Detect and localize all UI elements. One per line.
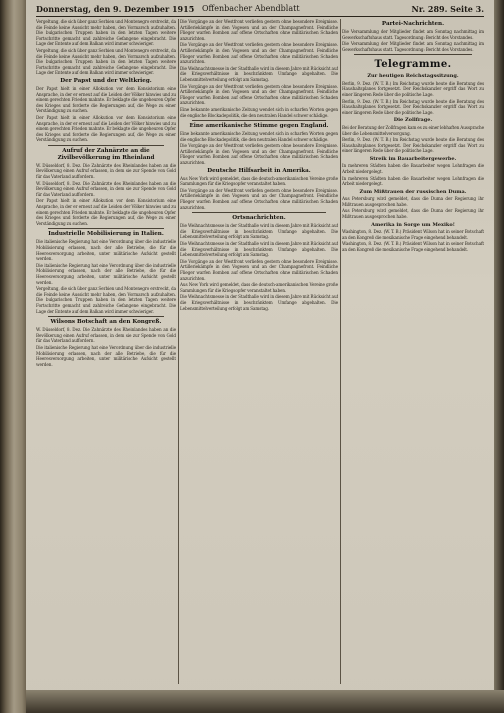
article-text: Berlin, 9. Dez. (W. T. B.) Im Reichstag wurde heute die Beratung des Haushaltsplanes fortgesetzt. Der Reichskanzler ergriff das Wort zu einer längeren Rede über die politische Lage.: [342, 137, 484, 154]
article-text: Washington, 8. Dez. (W. T. B.) Präsident Wilson hat in seiner Botschaft an den Kongreß die mexikanische Frage eingehend behandelt.: [342, 241, 484, 252]
article-headline: Der Papst und der Weltkrieg.: [60, 77, 152, 84]
article-text: Die Vorgänge an der Westfront verliefen gestern ohne besondere Ereignisse. Artilleriekämpfe in den Vogesen und an der Champagnefront. Feindliche Flieger warfen Bomben auf offene Ortschaften ohne militärischen Schaden anzurichten.: [180, 42, 338, 65]
article-text: W. Düsseldorf, 8. Dez. Die Zahnärzte des Rheinlandes haben an die Bevölkerung einen Aufruf erlassen, in dem sie zur Spende von Gold für das Vaterland auffordern.: [36, 180, 176, 197]
article-headline: Streik im Bauarbeitergewerbe.: [369, 155, 457, 162]
article-text: Die italienische Regierung hat eine Verordnung über die industrielle Mobilisierung erlassen, nach der alle Betriebe, die für die Heeresversorgung arbeiten, unter militärische Aufsicht gestellt werden.: [36, 262, 176, 285]
article-text: In mehreren Städten haben die Bauarbeiter wegen Lohnfragen die Arbeit niedergelegt.: [342, 175, 484, 187]
column-2: [180, 19, 338, 687]
article-text: Aus New York wird gemeldet, dass die deutsch-amerikanischen Vereine große Sammlungen für die Kriegsopfer veranstaltet haben.: [180, 175, 338, 187]
section-rule: [48, 316, 164, 317]
section-rule: [48, 145, 164, 146]
article-text: Berlin, 9. Dez. (W. T. B.) Im Reichstag wurde heute die Beratung des Haushaltsplanes fortgesetzt. Der Reichskanzler ergriff das Wort zu einer längeren Rede über die politische Lage.: [342, 98, 484, 115]
article-headline: Zur heutigen Reichstagssitzung.: [367, 73, 459, 80]
article-text: Die Versammlung der Mitglieder findet am Sonntag nachmittag im Gewerkschaftshaus statt. Tagesordnung: Bericht des Vorstandes.: [342, 29, 484, 40]
book-binding-edge: [0, 0, 28, 713]
section-rule: [192, 120, 326, 121]
article-text: Aus New York wird gemeldet, dass die deutsch-amerikanischen Vereine große Sammlungen für die Kriegsopfer veranstaltet haben.: [180, 282, 338, 293]
article-text: Eine bekannte amerikanische Zeitung wendet sich in scharfen Worten gegen die englische Blockadepolitik, die den neutralen Handel schwer schädige.: [180, 106, 338, 118]
article-text: Die Vorgänge an der Westfront verliefen gestern ohne besondere Ereignisse. Artilleriekämpfe in den Vogesen und an der Champagnefront. Feindliche Flieger warfen Bomben auf offene Ortschaften ohne militärischen Schaden anzurichten.: [180, 187, 338, 210]
page-bottom-edge: [26, 690, 504, 713]
article-headline: Eine amerikanische Stimme gegen England.: [189, 123, 329, 130]
article-headline: Die Zollfrage.: [393, 117, 433, 124]
page-right-edge: [494, 0, 504, 713]
article-text: Washington, 8. Dez. (W. T. B.) Präsident Wilson hat in seiner Botschaft an den Kongreß die mexikanische Frage eingehend behandelt.: [342, 229, 484, 240]
article-headline: Ortsnachrichten.: [232, 215, 286, 222]
article-headline: Zum Mißtrauen der russischen Duma.: [359, 188, 467, 195]
article-text: In mehreren Städten haben die Bauarbeiter wegen Lohnfragen die Arbeit niedergelegt.: [342, 163, 484, 174]
section-headline: Partei-Nachrichten.: [381, 21, 445, 27]
article-headline: Deutsche Hilfsarbeit in Amerika.: [207, 167, 311, 174]
masthead-issue: Nr. 289. Seite 3.: [411, 4, 484, 14]
article-text: Die Versammlung der Mitglieder findet am Sonntag nachmittag im Gewerkschaftshaus statt. Tagesordnung: Bericht des Vorstandes.: [342, 41, 484, 52]
article-headline: Industrielle Mobilisierung in Italien.: [48, 231, 164, 238]
article-text: Die Weihnachtsmesse in der Stadthalle wird in diesem Jahre mit Rücksicht auf die Kriegsverhältnisse in beschränktem Umfange abgehalten. Die Lebensmittelverteilung erfolgt am Samstag.: [180, 241, 338, 258]
article-text: Bei der Beratung der Zollfragen kam es zu einer lebhaften Aussprache über die Lebensmittelversorgung.: [342, 124, 484, 136]
masthead-rule: [36, 16, 484, 17]
article-text: Die Vorgänge an der Westfront verliefen gestern ohne besondere Ereignisse. Artilleriekämpfe in den Vogesen und an der Champagnefront. Feindliche Flieger warfen Bomben auf offene Ortschaften ohne militärischen Schaden anzurichten.: [180, 83, 338, 106]
masthead-date: Donnerstag, den 9. Dezember 1915: [36, 4, 195, 14]
article-text: Der Papst hielt in einer Allokution vor dem Konsistorium eine Ansprache, in der er erneut auf die Leiden der Völker hinwies und zu einem gerechten Frieden mahnte. Er beklagte die ungeheuren Opfer des Krieges und forderte die Regierungen auf, die Wege zu einer Verständigung zu suchen.: [36, 85, 176, 114]
column-1: [36, 19, 176, 687]
section-rule: [354, 54, 472, 55]
article-text: Vergeltung, die sich über ganz Serbien und Montenegro erstreckt, da die Feinde keine Aussicht mehr haben, den Vormarsch aufzuhalten. Die bulgarischen Truppen haben in den letzten Tagen weitere Fortschritte gemacht und zahlreiche Gefangene eingebracht. Die Lage der Entente auf dem Balkan wird immer schwieriger.: [36, 286, 176, 314]
article-text: W. Düsseldorf, 8. Dez. Die Zahnärzte des Rheinlandes haben an die Bevölkerung einen Aufruf erlassen, in dem sie zur Spende von Gold für das Vaterland auffordern.: [36, 327, 176, 344]
section-rule: [192, 212, 326, 213]
article-text: Aus Petersburg wird gemeldet, dass die Duma der Regierung ihr Mißtrauen ausgesprochen habe.: [342, 208, 484, 220]
article-text: Die italienische Regierung hat eine Verordnung über die industrielle Mobilisierung erlassen, nach der alle Betriebe, die für die Heeresversorgung arbeiten, unter militärische Aufsicht gestellt werden.: [36, 344, 176, 367]
section-headline-telegrams: Telegramme.: [374, 59, 452, 71]
article-text: Die Weihnachtsmesse in der Stadthalle wird in diesem Jahre mit Rücksicht auf die Kriegsverhältnisse in beschränktem Umfange abgehalten. Die Lebensmittelverteilung erfolgt am Samstag.: [180, 223, 338, 240]
article-text: Aus Petersburg wird gemeldet, dass die Duma der Regierung ihr Mißtrauen ausgesprochen habe.: [342, 196, 484, 207]
article-headline: Amerika in Sorge um Mexiko!: [371, 221, 455, 228]
masthead: [36, 3, 484, 17]
article-text: Die Vorgänge an der Westfront verliefen gestern ohne besondere Ereignisse. Artilleriekämpfe in den Vogesen und an der Champagnefront. Feindliche Flieger warfen Bomben auf offene Ortschaften ohne militärischen Schaden anzurichten.: [180, 143, 338, 166]
article-text: Vergeltung, die sich über ganz Serbien und Montenegro erstreckt, da die Feinde keine Aussicht mehr haben, den Vormarsch aufzuhalten. Die bulgarischen Truppen haben in den letzten Tagen weitere Fortschritte gemacht und zahlreiche Gefangene eingebracht. Die Lage der Entente auf dem Balkan wird immer schwieriger.: [36, 19, 176, 47]
masthead-paper-name: Offenbacher Abendblatt: [202, 4, 300, 13]
article-text: Die Vorgänge an der Westfront verliefen gestern ohne besondere Ereignisse. Artilleriekämpfe in den Vogesen und an der Champagnefront. Feindliche Flieger warfen Bomben auf offene Ortschaften ohne militärischen Schaden anzurichten.: [180, 258, 338, 281]
article-text: W. Düsseldorf, 8. Dez. Die Zahnärzte des Rheinlandes haben an die Bevölkerung einen Aufruf erlassen, in dem sie zur Spende von Gold für das Vaterland auffordern.: [36, 162, 176, 180]
article-text: Der Papst hielt in einer Allokution vor dem Konsistorium eine Ansprache, in der er erneut auf die Leiden der Völker hinwies und zu einem gerechten Frieden mahnte. Er beklagte die ungeheuren Opfer des Krieges und forderte die Regierungen auf, die Wege zu einer Verständigung zu suchen.: [36, 114, 176, 143]
article-text: Berlin, 9. Dez. (W. T. B.) Im Reichstag wurde heute die Beratung des Haushaltsplanes fortgesetzt. Der Reichskanzler ergriff das Wort zu einer längeren Rede über die politische Lage.: [342, 80, 484, 98]
article-text: Die italienische Regierung hat eine Verordnung über die industrielle Mobilisierung erlassen, nach der alle Betriebe, die für die Heeresversorgung arbeiten, unter militärische Aufsicht gestellt werden.: [36, 239, 176, 262]
section-rule: [48, 228, 164, 229]
article-text: Die Weihnachtsmesse in der Stadthalle wird in diesem Jahre mit Rücksicht auf die Kriegsverhältnisse in beschränktem Umfange abgehalten. Die Lebensmittelverteilung erfolgt am Samstag.: [180, 294, 338, 311]
article-text: Vergeltung, die sich über ganz Serbien und Montenegro erstreckt, da die Feinde keine Aussicht mehr haben, den Vormarsch aufzuhalten. Die bulgarischen Truppen haben in den letzten Tagen weitere Fortschritte gemacht und zahlreiche Gefangene eingebracht. Die Lage der Entente auf dem Balkan wird immer schwieriger.: [36, 47, 176, 76]
article-text: Die Vorgänge an der Westfront verliefen gestern ohne besondere Ereignisse. Artilleriekämpfe in den Vogesen und an der Champagnefront. Feindliche Flieger warfen Bomben auf offene Ortschaften ohne militärischen Schaden anzurichten.: [180, 19, 338, 41]
article-text: Eine bekannte amerikanische Zeitung wendet sich in scharfen Worten gegen die englische Blockadepolitik, die den neutralen Handel schwer schädige.: [180, 131, 338, 142]
article-text: Der Papst hielt in einer Allokution vor dem Konsistorium eine Ansprache, in der er erneut auf die Leiden der Völker hinwies und zu einem gerechten Frieden mahnte. Er beklagte die ungeheuren Opfer des Krieges und forderte die Regierungen auf, die Wege zu einer Verständigung zu suchen.: [36, 198, 176, 226]
article-headline: Aufruf der Zahnärzte an die Zivilbevölkerung im Rheinland: [57, 147, 155, 161]
article-headline: Wilsons Botschaft an den Kongreß.: [50, 319, 162, 326]
column-3: [342, 19, 484, 687]
column-divider: [178, 19, 179, 684]
column-divider: [340, 19, 341, 684]
article-text: Die Weihnachtsmesse in der Stadthalle wird in diesem Jahre mit Rücksicht auf die Kriegsverhältnisse in beschränktem Umfange abgehalten. Die Lebensmittelverteilung erfolgt am Samstag.: [180, 65, 338, 82]
